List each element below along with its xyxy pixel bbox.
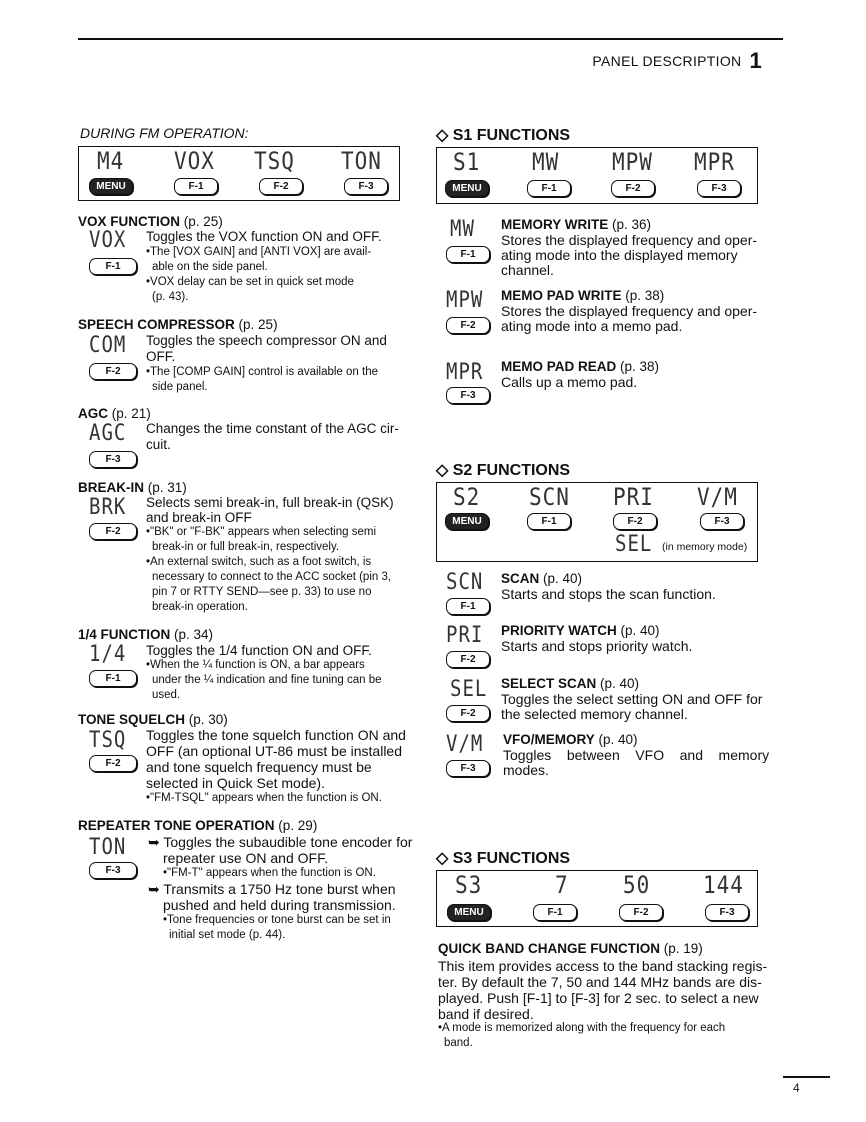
- vox-title: VOX FUNCTION (p. 25): [78, 214, 223, 229]
- agc-key[interactable]: F-3: [89, 451, 137, 468]
- ton-desc: ➥ Toggles the subaudible tone encoder for: [148, 834, 413, 850]
- ton-note: •Tone frequencies or tone burst can be set in: [163, 914, 391, 926]
- tsq-desc: and tone squelch frequency must be: [146, 759, 372, 775]
- s1-heading: ◇ S1 FUNCTIONS: [436, 127, 571, 144]
- quarter-note: under the ¼ indication and fine tuning can be: [152, 674, 382, 686]
- qb-desc: ter. By default the 7, 50 and 144 MHz bands are dis-: [438, 974, 762, 990]
- vox-desc: Toggles the VOX function ON and OFF.: [146, 229, 382, 244]
- sel-desc: the selected memory channel.: [501, 706, 688, 722]
- lcd-7: 7: [555, 871, 569, 899]
- fm-lcd-panel: [78, 146, 400, 201]
- ton-title: REPEATER TONE OPERATION (p. 29): [78, 818, 318, 833]
- mpw-seg: MPW: [446, 287, 484, 313]
- tsq-desc: Toggles the tone squelch function ON and: [146, 727, 406, 743]
- tsq-note: •"FM-TSQL" appears when the function is ON.: [146, 792, 382, 804]
- lcd-50: 50: [623, 871, 651, 899]
- f1-key[interactable]: F-1: [533, 904, 577, 921]
- f3-key[interactable]: F-3: [697, 180, 741, 197]
- sel-note: (in memory mode): [662, 541, 748, 553]
- f1-key[interactable]: F-1: [174, 178, 218, 195]
- vm-seg: V/M: [446, 731, 484, 757]
- vox-note: able on the side panel.: [152, 261, 268, 273]
- lcd-scn: SCN: [529, 483, 570, 511]
- mpw-desc: ating mode into a memo pad.: [501, 318, 683, 334]
- vox-note: •VOX delay can be set in quick set mode: [146, 276, 354, 288]
- mw-seg: MW: [450, 216, 475, 242]
- quarter-key[interactable]: F-1: [89, 670, 137, 687]
- s3-heading: ◇ S3 FUNCTIONS: [436, 850, 571, 867]
- lcd-sel: SEL: [615, 531, 653, 557]
- vox-note: (p. 43).: [152, 291, 189, 303]
- section-number: 1: [749, 48, 762, 73]
- f1-key[interactable]: F-1: [527, 180, 571, 197]
- vox-seg: VOX: [89, 227, 127, 253]
- lcd-vm: V/M: [697, 483, 738, 511]
- qb-desc: This item provides access to the band stacking regis-: [438, 958, 768, 974]
- lcd-m4: M4: [97, 147, 125, 175]
- comp-note: side panel.: [152, 381, 208, 393]
- scn-key[interactable]: F-1: [446, 598, 490, 615]
- lcd-s2: S2: [453, 483, 481, 511]
- agc-desc: cuit.: [146, 437, 171, 452]
- menu-key[interactable]: MENU: [447, 904, 491, 921]
- ton-desc: ➥ Transmits a 1750 Hz tone burst when: [148, 881, 396, 897]
- f3-key[interactable]: F-3: [344, 178, 388, 195]
- ton-desc: pushed and held during transmission.: [163, 897, 396, 913]
- f2-key[interactable]: F-2: [259, 178, 303, 195]
- mpr-key[interactable]: F-3: [446, 387, 490, 404]
- mpr-title: MEMO PAD READ (p. 38): [501, 359, 660, 374]
- sel-title: SELECT SCAN (p. 40): [501, 676, 640, 691]
- menu-key[interactable]: MENU: [445, 513, 489, 530]
- pri-title: PRIORITY WATCH (p. 40): [501, 623, 660, 638]
- header-rule: [78, 38, 783, 40]
- header-title: PANEL DESCRIPTION: [592, 53, 742, 69]
- ton-desc: repeater use ON and OFF.: [163, 850, 328, 866]
- pri-seg: PRI: [446, 622, 484, 648]
- pri-key[interactable]: F-2: [446, 651, 490, 668]
- lcd-s3: S3: [455, 871, 483, 899]
- ton-seg: TON: [89, 834, 127, 860]
- f2-key[interactable]: F-2: [613, 513, 657, 530]
- f1-key[interactable]: F-1: [527, 513, 571, 530]
- ton-note: •"FM-T" appears when the function is ON.: [163, 867, 376, 879]
- breakin-title: BREAK-IN (p. 31): [78, 480, 187, 495]
- breakin-note: break-in or full break-in, respectively.: [152, 541, 340, 553]
- scn-title: SCAN (p. 40): [501, 571, 583, 586]
- f2-key[interactable]: F-2: [611, 180, 655, 197]
- mpr-desc: Calls up a memo pad.: [501, 374, 638, 390]
- qb-desc: played. Push [F-1] to [F-3] for 2 sec. to select a new: [438, 990, 759, 1006]
- mpr-seg: MPR: [446, 359, 484, 385]
- pri-desc: Starts and stops priority watch.: [501, 638, 693, 654]
- mw-title: MEMORY WRITE (p. 36): [501, 217, 652, 232]
- lcd-ton: TON: [341, 147, 382, 175]
- menu-key[interactable]: MENU: [89, 178, 133, 195]
- vox-note: •The [VOX GAIN] and [ANTI VOX] are avail-: [146, 246, 372, 258]
- ton-key[interactable]: F-3: [89, 862, 137, 879]
- fm-subtitle: DURING FM OPERATION:: [80, 125, 249, 141]
- f3-key[interactable]: F-3: [700, 513, 744, 530]
- vox-key[interactable]: F-1: [89, 258, 137, 275]
- qb-note: band.: [444, 1037, 473, 1049]
- s3-lcd-panel: [436, 870, 758, 927]
- footer-rule: [783, 1076, 830, 1078]
- qb-desc: band if desired.: [438, 1006, 534, 1022]
- mpw-desc: Stores the displayed frequency and oper-: [501, 303, 758, 319]
- menu-key[interactable]: MENU: [445, 180, 489, 197]
- lcd-mpr: MPR: [694, 148, 735, 176]
- lcd-pri: PRI: [613, 483, 654, 511]
- s2-lcd-panel: [436, 482, 758, 562]
- breakin-seg: BRK: [89, 494, 127, 520]
- lcd-vox: VOX: [174, 147, 215, 175]
- tsq-key[interactable]: F-2: [89, 755, 137, 772]
- s1-lcd-panel: [436, 147, 758, 204]
- breakin-note: •An external switch, such as a foot switch, is: [146, 556, 372, 568]
- ton-note: initial set mode (p. 44).: [169, 929, 286, 941]
- qb-note: •A mode is memorized along with the frequency for each: [438, 1022, 726, 1034]
- scn-desc: Starts and stops the scan function.: [501, 586, 716, 602]
- qb-title: QUICK BAND CHANGE FUNCTION (p. 19): [438, 941, 703, 956]
- mpw-key[interactable]: F-2: [446, 317, 490, 334]
- vm-desc: modes.: [503, 762, 549, 778]
- breakin-note: break-in operation.: [152, 601, 248, 613]
- tsq-title: TONE SQUELCH (p. 30): [78, 712, 228, 727]
- vm-desc: Toggles between VFO and memory: [503, 747, 770, 763]
- vm-key[interactable]: F-3: [446, 760, 490, 777]
- quarter-note: •When the ¼ function is ON, a bar appears: [146, 659, 365, 671]
- lcd-s1: S1: [453, 148, 481, 176]
- comp-title: SPEECH COMPRESSOR (p. 25): [78, 317, 278, 332]
- mw-desc: Stores the displayed frequency and oper-: [501, 232, 758, 248]
- comp-seg: COM: [89, 332, 127, 358]
- lcd-mw: MW: [532, 148, 560, 176]
- quarter-note: used.: [152, 689, 181, 701]
- agc-seg: AGC: [89, 420, 127, 446]
- agc-title: AGC (p. 21): [78, 406, 151, 421]
- comp-desc: Toggles the speech compressor ON and: [146, 333, 387, 348]
- tsq-desc: selected in Quick Set mode).: [146, 775, 325, 791]
- breakin-desc: Selects semi break-in, full break-in (QSK): [146, 495, 394, 510]
- page-number: 4: [793, 1081, 800, 1095]
- f2-key[interactable]: F-2: [619, 904, 663, 921]
- comp-note: •The [COMP GAIN] control is available on the: [146, 366, 378, 378]
- sel-key[interactable]: F-2: [446, 705, 490, 722]
- scn-seg: SCN: [446, 569, 484, 595]
- vm-title: VFO/MEMORY (p. 40): [503, 732, 638, 747]
- mw-desc: channel.: [501, 262, 554, 278]
- lcd-tsq: TSQ: [254, 147, 295, 175]
- mw-desc: ating mode into the displayed memory: [501, 247, 738, 263]
- breakin-key[interactable]: F-2: [89, 523, 137, 540]
- breakin-note: necessary to connect to the ACC socket (pin 3,: [152, 571, 392, 583]
- tsq-desc: OFF (an optional UT-86 must be installed: [146, 743, 403, 759]
- breakin-desc: and break-in OFF: [146, 510, 252, 525]
- comp-desc: OFF.: [146, 349, 176, 364]
- f3-key[interactable]: F-3: [705, 904, 749, 921]
- lcd-144: 144: [703, 871, 744, 899]
- page-header: [560, 48, 762, 74]
- mpw-title: MEMO PAD WRITE (p. 38): [501, 288, 665, 303]
- breakin-note: •"BK" or "F-BK" appears when selecting semi: [146, 526, 377, 538]
- sel-seg: SEL: [450, 676, 488, 702]
- comp-key[interactable]: F-2: [89, 363, 137, 380]
- tsq-seg: TSQ: [89, 727, 127, 753]
- mw-key[interactable]: F-1: [446, 246, 490, 263]
- lcd-mpw: MPW: [612, 148, 653, 176]
- breakin-note: pin 7 or RTTY SEND—see p. 33) to use no: [152, 586, 372, 598]
- agc-desc: Changes the time constant of the AGC cir-: [146, 421, 399, 436]
- sel-desc: Toggles the select setting ON and OFF for: [501, 691, 763, 707]
- quarter-desc: Toggles the 1/4 function ON and OFF.: [146, 643, 372, 658]
- s2-heading: ◇ S2 FUNCTIONS: [436, 462, 571, 479]
- quarter-seg: 1/4: [89, 641, 127, 667]
- quarter-title: 1/4 FUNCTION (p. 34): [78, 627, 214, 642]
